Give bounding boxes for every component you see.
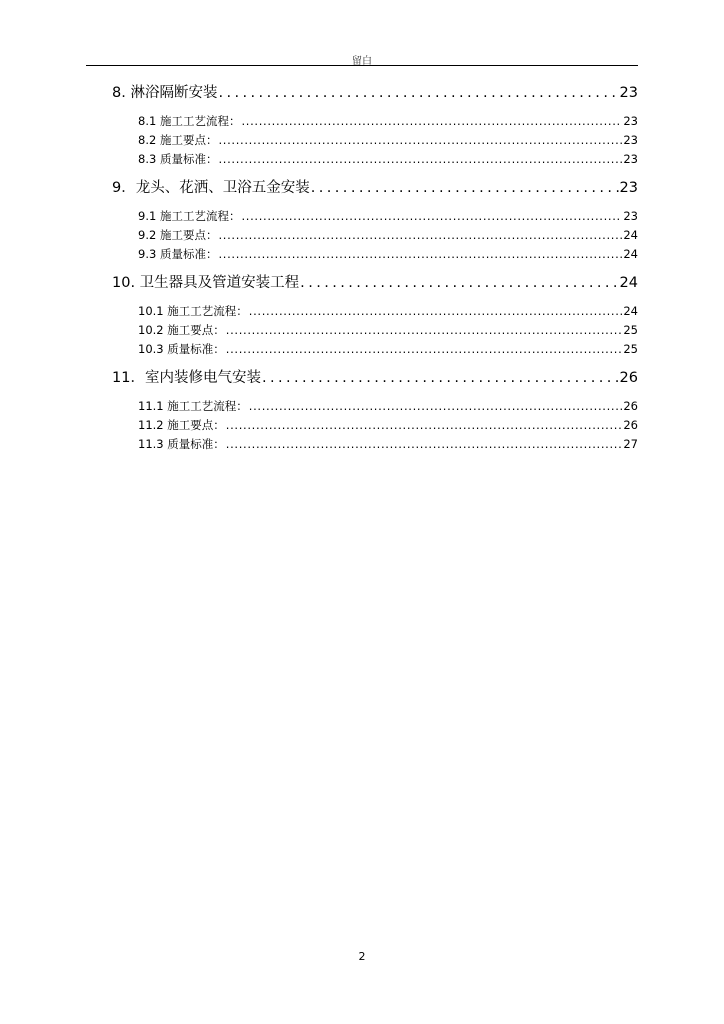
toc-entry-8-1[interactable]: [138, 112, 638, 130]
toc-dot-leader: [249, 397, 623, 415]
toc-page-number: 23: [619, 180, 638, 196]
toc-entry-8-3[interactable]: [138, 150, 638, 168]
toc-page-number: 25: [623, 342, 638, 356]
toc-page-number: 23: [623, 152, 638, 166]
toc-dot-leader: [249, 302, 623, 320]
toc-dot-leader: [226, 340, 623, 358]
toc-entry-title: 11．室内装修电气安装: [112, 370, 261, 386]
toc-page-number: 23: [619, 85, 638, 101]
toc-entry-10-2[interactable]: [138, 321, 638, 339]
toc-dot-leader: [241, 207, 622, 225]
toc-entry-10[interactable]: [112, 272, 638, 294]
toc-entry-title: 11.2 施工要点：: [138, 418, 225, 432]
toc-entry-title: 10.2 施工要点：: [138, 323, 225, 337]
toc-entry-title: 10.1 施工工艺流程：: [138, 304, 248, 318]
toc-dot-leader: [226, 321, 623, 339]
toc-entry-9-2[interactable]: [138, 226, 638, 244]
toc-entry-11[interactable]: [112, 367, 638, 389]
toc-entry-title: 10.3 质量标准：: [138, 342, 225, 356]
toc-entry-title: 8.2 施工要点：: [138, 133, 218, 147]
toc-page-number: 24: [623, 247, 638, 261]
toc-page-number: 23: [623, 209, 638, 223]
toc-dot-leader: [311, 177, 619, 199]
header-divider: [86, 65, 638, 66]
toc-dot-leader: [218, 226, 622, 244]
toc-entry-title: 10. 卫生器具及管道安装工程: [112, 275, 300, 291]
toc-page-number: 26: [619, 370, 638, 386]
toc-page-number: 27: [623, 437, 638, 451]
toc-page-number: 24: [619, 275, 638, 291]
toc-entry-title: 9.1 施工工艺流程：: [138, 209, 241, 223]
toc-dot-leader: [226, 416, 623, 434]
toc-page-number: 23: [623, 114, 638, 128]
toc-entry-11-2[interactable]: [138, 416, 638, 434]
toc-entry-8[interactable]: [112, 82, 638, 104]
toc-entry-title: 9．龙头、花洒、卫浴五金安装: [112, 180, 310, 196]
toc-entry-title: 9.2 施工要点：: [138, 228, 218, 242]
toc-dot-leader: [262, 367, 619, 389]
toc-entry-title: 8. 淋浴隔断安装: [112, 85, 218, 101]
toc-entry-9-3[interactable]: [138, 245, 638, 263]
toc-dot-leader: [218, 82, 618, 104]
toc-entry-10-1[interactable]: [138, 302, 638, 320]
page-header: 留白: [352, 56, 372, 67]
toc-dot-leader: [218, 131, 622, 149]
toc-dot-leader: [218, 245, 622, 263]
toc-entry-8-2[interactable]: [138, 131, 638, 149]
toc-dot-leader: [300, 272, 618, 294]
toc-entry-9-1[interactable]: [138, 207, 638, 225]
toc-entry-title: 8.1 施工工艺流程：: [138, 114, 241, 128]
toc-page-number: 24: [623, 228, 638, 242]
toc-page-number: 26: [623, 418, 638, 432]
toc-entry-title: 11.1 施工工艺流程：: [138, 399, 248, 413]
toc-entry-11-3[interactable]: [138, 435, 638, 453]
toc-dot-leader: [241, 112, 622, 130]
toc-page-number: 26: [623, 399, 638, 413]
toc-dot-leader: [226, 435, 623, 453]
toc-dot-leader: [218, 150, 622, 168]
toc-entry-9[interactable]: [112, 177, 638, 199]
toc-page-number: 23: [623, 133, 638, 147]
page-number: 2: [358, 950, 366, 963]
toc-entry-title: 8.3 质量标准：: [138, 152, 218, 166]
toc-page-number: 24: [623, 304, 638, 318]
toc-entry-10-3[interactable]: [138, 340, 638, 358]
toc-entry-11-1[interactable]: [138, 397, 638, 415]
toc-page-number: 25: [623, 323, 638, 337]
toc-entry-title: 11.3 质量标准：: [138, 437, 225, 451]
toc-entry-title: 9.3 质量标准：: [138, 247, 218, 261]
